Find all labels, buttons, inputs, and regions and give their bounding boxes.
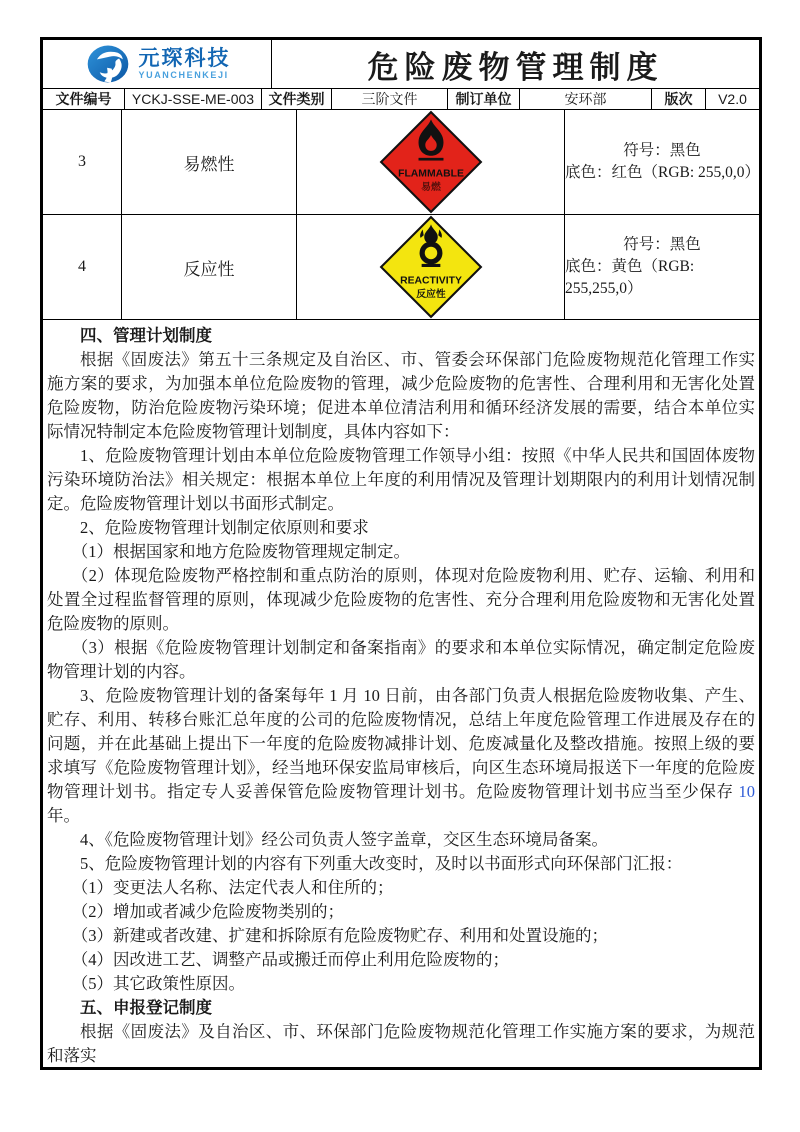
meta-label-version: 版次 <box>652 89 706 109</box>
hazard-symbol-cell <box>297 110 565 214</box>
document-header <box>43 40 759 89</box>
document-page <box>40 37 762 1070</box>
body-paragraph: （3）新建或者改建、扩建和拆除原有危险废物贮存、利用和处置设施的； <box>71 926 608 945</box>
symbol-label-cn: 易燃 <box>420 182 441 194</box>
body-paragraph: 根据《固废法》第五十三条规定及自治区、市、管委会环保部门危险废物规范化管理工作实施方案的要求，为加强本单位危险废物的管理，减少危险废物的危害性、合理利用和无害化处置危险废物，防治危险废物污染环境；促进本单位清洁利用和循环经济发展的需要，结合本单位实际情况特制定本危险废物管理计划制度，具体内容如下： <box>47 350 755 441</box>
meta-label-issuing-dept: 制订单位 <box>448 89 520 109</box>
document-meta-row <box>43 89 759 110</box>
meta-value-doc-category: 三阶文件 <box>332 89 448 109</box>
company-name-cn: 元琛科技 <box>138 47 231 70</box>
body-paragraph: 3、危险废物管理计划的备案每年 1 月 10 日前，由各部门负责人根据危险废物收集、产生、贮存、利用、转移台账汇总年度的公司的危险废物情况，总结上年度危险管理工作进展及存在的问题，并在此基础上提出下一年度的危险废物减排计划、危废减量化及整改措施。按照上级的要求填写《危险废物管理计划》，经当地环保安监局审核后，向区生态环境局报送下一年度的危险废物管理计划书。指定专人妥善保管危险废物管理计划书。危险废物管理计划书应当至少保存 10 年。 <box>47 686 755 825</box>
body-paragraph: 5、危险废物管理计划的内容有下列重大改变时，及时以书面形式向环保部门汇报： <box>80 854 683 873</box>
meta-label-doc-number: 文件编号 <box>43 89 125 109</box>
row-number: 4 <box>43 215 122 319</box>
body-paragraph: （5）其它政策性原因。 <box>71 974 245 993</box>
row-number: 3 <box>43 110 122 214</box>
body-paragraph: （4）因改进工艺、调整产品或搬迁而停止利用危险废物的； <box>71 950 509 969</box>
body-paragraph: （1）变更法人名称、法定代表人和住所的； <box>71 878 394 897</box>
meta-value-doc-number: YCKJ-SSE-ME-003 <box>125 89 262 109</box>
section-heading: 四、管理计划制度 <box>80 326 212 345</box>
background-color-line: 底色：黄色（RGB: 255,255,0） <box>565 258 695 297</box>
company-logo <box>43 40 272 88</box>
body-paragraph: （3）根据《危险废物管理计划制定和备案指南》的要求和本单位实际情况，确定制定危险废物管理计划的内容。 <box>47 638 755 681</box>
symbol-color-line: 符号：黑色 <box>623 236 701 253</box>
body-paragraph: 根据《固废法》及自治区、市、环保部门危险废物规范化管理工作实施方案的要求，为规范和落实 <box>47 1022 755 1065</box>
meta-value-version: V2.0 <box>718 91 747 107</box>
body-paragraph: （2）增加或者减少危险废物类别的； <box>71 902 344 921</box>
background-color-line: 底色：红色（RGB: 255,0,0） <box>565 164 761 181</box>
flammable-diamond-icon <box>379 110 483 214</box>
hazard-symbol-cell <box>297 215 565 319</box>
symbol-label-cn: 反应性 <box>415 289 446 301</box>
hazard-name: 易燃性 <box>122 110 297 214</box>
hazard-name: 反应性 <box>122 215 297 319</box>
section-heading: 五、申报登记制度 <box>80 998 212 1017</box>
table-row-flammability <box>43 110 759 215</box>
company-logo-text <box>139 48 231 80</box>
highlight-number: 10 <box>738 782 755 801</box>
document-body <box>43 320 759 1068</box>
company-name-en: YUANCHENKEJI <box>138 70 229 80</box>
meta-label-doc-category: 文件类别 <box>262 89 332 109</box>
symbol-color-line: 符号：黑色 <box>623 142 701 159</box>
company-logo-icon <box>84 40 132 88</box>
meta-value-issuing-dept: 安环部 <box>520 89 652 109</box>
page-title: 危险废物管理制度 <box>367 49 664 85</box>
body-paragraph: 1、危险废物管理计划由本单位危险废物管理工作领导小组：按照《中华人民共和国固体废物污染环境防治法》相关规定：根据本单位上年度的利用情况及管理计划期限内的利用计划情况制定。危险废物管理计划以书面形式制定。 <box>47 446 755 513</box>
hazard-description <box>565 110 759 214</box>
reactivity-diamond-icon <box>379 215 483 319</box>
symbol-label-en: REACTIVITY <box>399 275 462 287</box>
body-paragraph: （1）根据国家和地方危险废物管理规定制定。 <box>71 542 410 561</box>
body-paragraph: 4、《危险废物管理计划》经公司负责人签字盖章，交区生态环境局备案。 <box>80 830 608 849</box>
hazard-description <box>565 215 759 319</box>
body-paragraph: 2、危险废物管理计划制定依原则和要求 <box>80 518 369 537</box>
table-row-reactivity <box>43 215 759 320</box>
symbol-label-en: FLAMMABLE <box>397 168 464 180</box>
body-paragraph: （2）体现危险废物严格控制和重点防治的原则，体现对危险废物利用、贮存、运输、利用和处置全过程监督管理的原则，体现减少危险废物的危害性、充分合理利用危险废物和无害化处置危险废物的原则。 <box>47 566 755 633</box>
